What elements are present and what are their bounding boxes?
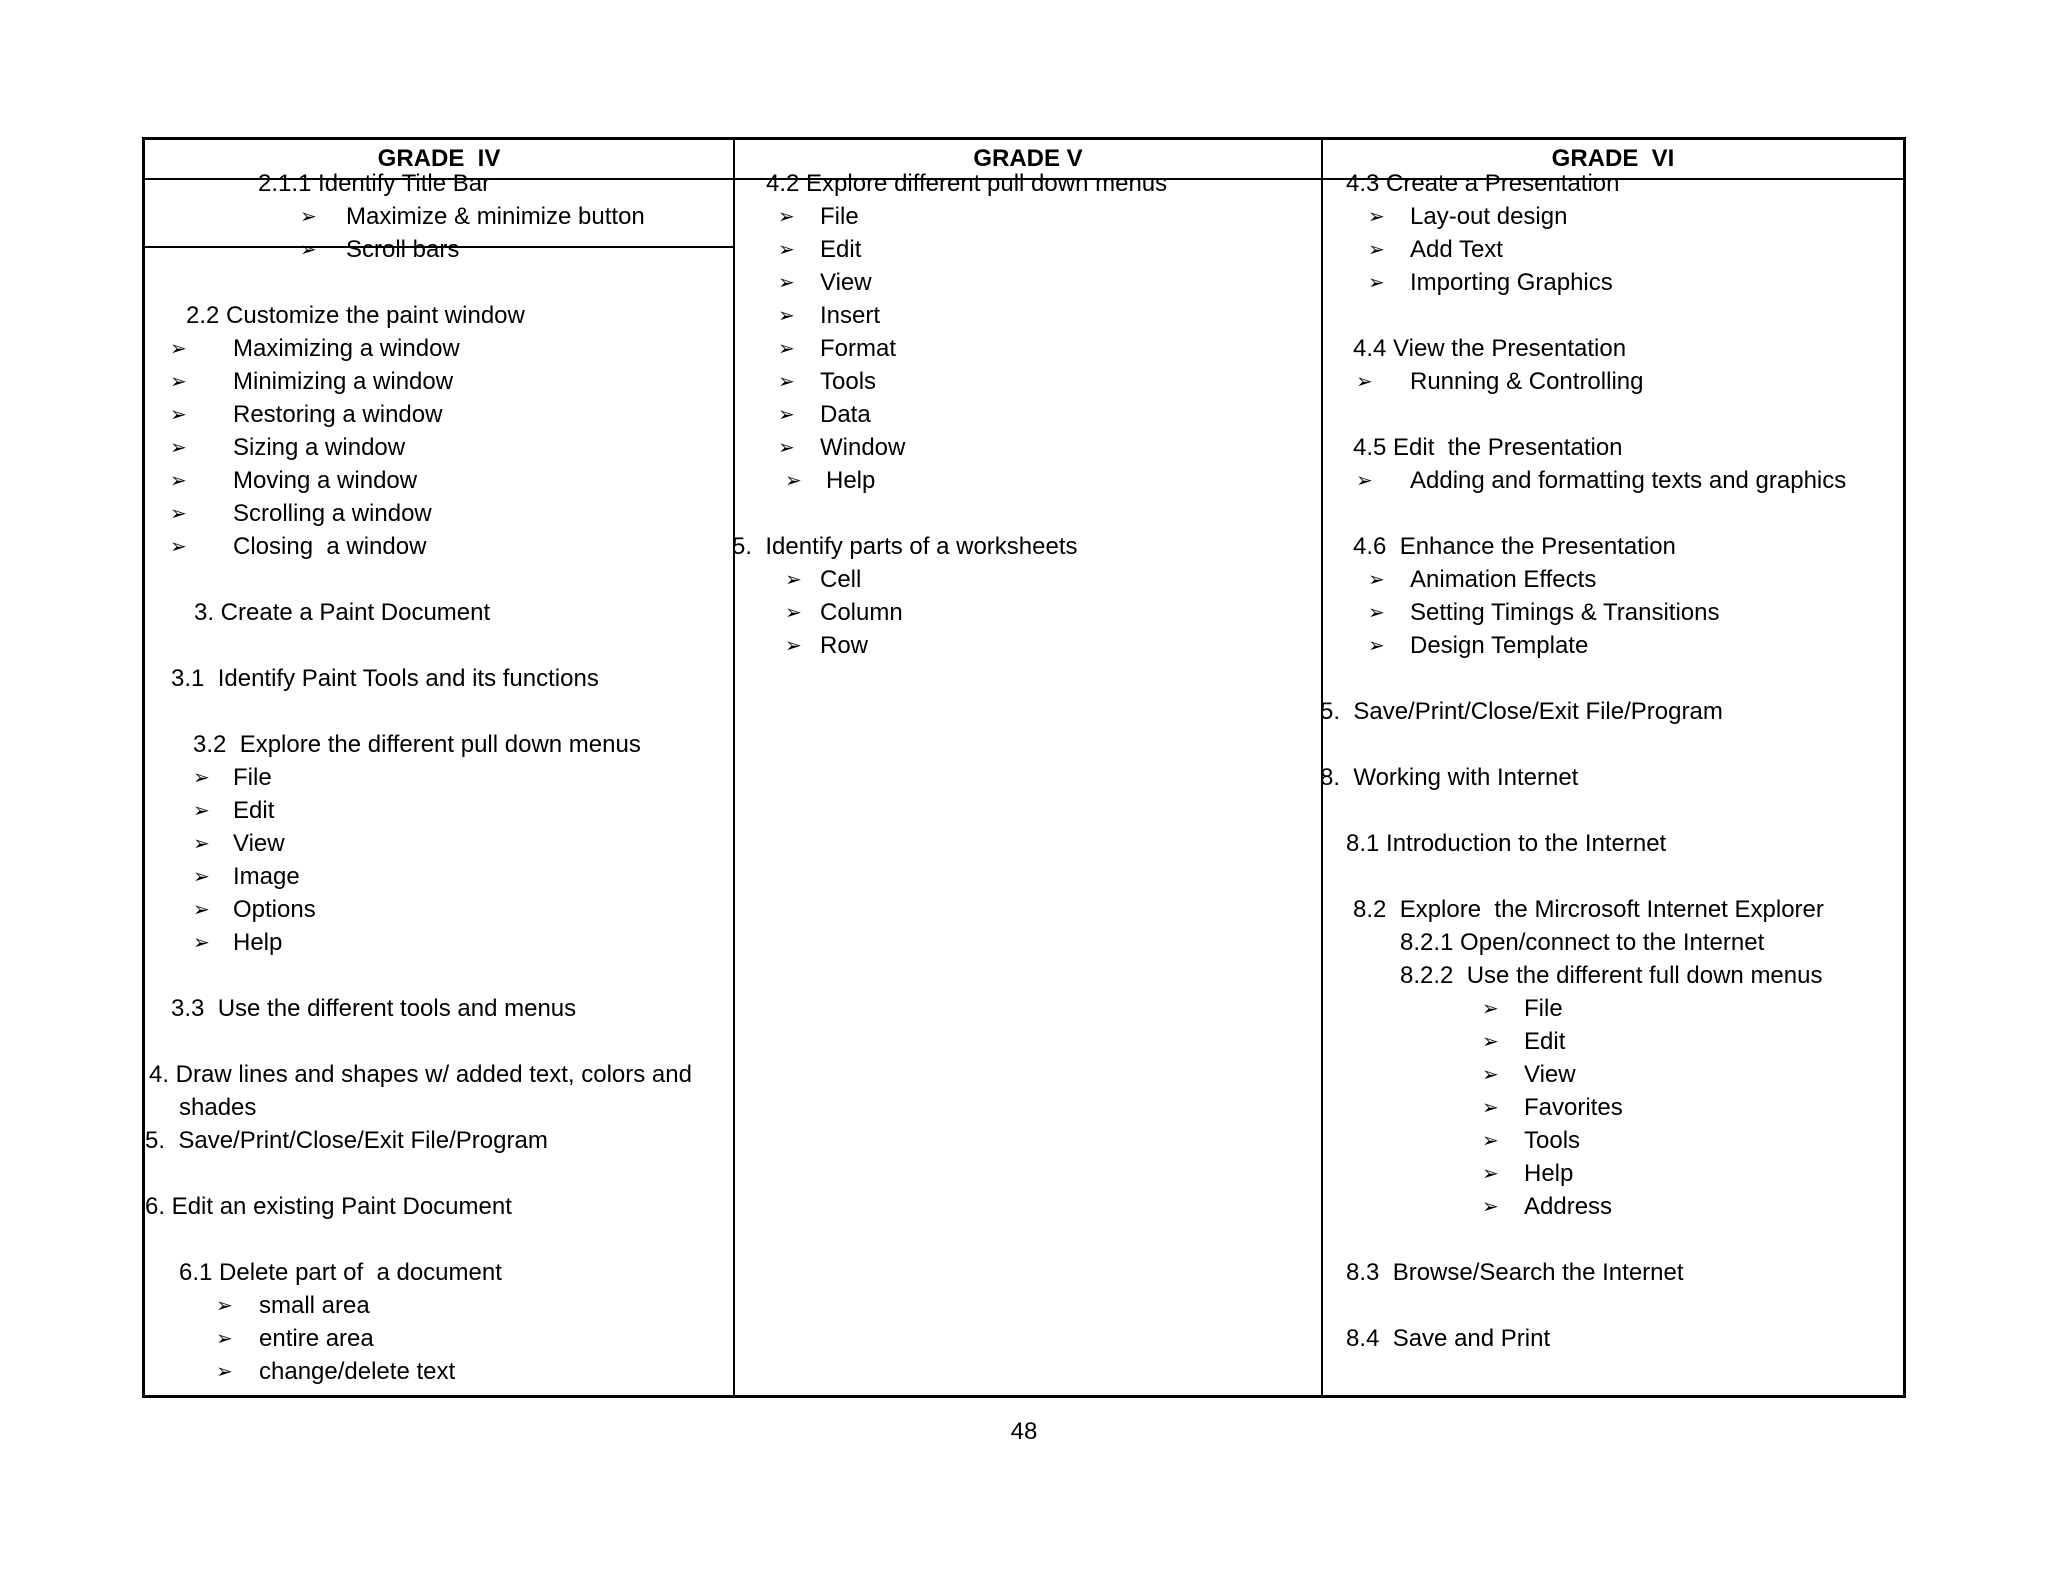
arrow-bullet-icon: ➢ bbox=[170, 404, 187, 426]
header-grade-v: GRADE V bbox=[973, 145, 1083, 172]
item-text: File bbox=[233, 764, 272, 791]
item-text: 5. Save/Print/Close/Exit File/Program bbox=[1320, 698, 1723, 725]
item-text: 8.2.2 Use the different full down menus bbox=[1400, 962, 1823, 989]
arrow-bullet-icon: ➢ bbox=[778, 272, 795, 294]
list-heading bbox=[145, 929, 1903, 957]
bullet-item bbox=[145, 401, 1903, 429]
arrow-bullet-icon: ➢ bbox=[778, 338, 795, 360]
item-text: Closing a window bbox=[233, 533, 427, 560]
item-text: 4.2 Explore different pull down menus bbox=[766, 170, 1168, 197]
list-heading bbox=[145, 962, 1903, 990]
item-text: 8.2 Explore the Mircrosoft Internet Explorer bbox=[1353, 896, 1824, 923]
item-text: Favorites bbox=[1524, 1094, 1623, 1121]
arrow-bullet-icon: ➢ bbox=[778, 239, 795, 261]
bullet-item bbox=[145, 1127, 1903, 1155]
item-text: Adding and formatting texts and graphics bbox=[1410, 467, 1847, 494]
item-text: Sizing a window bbox=[233, 434, 406, 461]
arrow-bullet-icon: ➢ bbox=[785, 569, 802, 591]
arrow-bullet-icon: ➢ bbox=[1482, 1163, 1499, 1185]
arrow-bullet-icon: ➢ bbox=[193, 899, 210, 921]
item-text: 4.6 Enhance the Presentation bbox=[1353, 533, 1676, 560]
item-text: Address bbox=[1524, 1193, 1613, 1220]
item-text: 4.4 View the Presentation bbox=[1353, 335, 1627, 362]
bullet-item bbox=[145, 632, 1903, 660]
arrow-bullet-icon: ➢ bbox=[1368, 602, 1385, 624]
item-text: Moving a window bbox=[233, 467, 418, 494]
item-text: 8.1 Introduction to the Internet bbox=[1346, 830, 1667, 857]
arrow-bullet-icon: ➢ bbox=[216, 1295, 233, 1317]
item-text: 8.4 Save and Print bbox=[1346, 1325, 1551, 1352]
arrow-bullet-icon: ➢ bbox=[170, 437, 187, 459]
arrow-bullet-icon: ➢ bbox=[778, 206, 795, 228]
item-text: Tools bbox=[1524, 1127, 1581, 1154]
bullet-item bbox=[145, 1028, 1903, 1056]
item-text: Add Text bbox=[1410, 236, 1503, 263]
item-text: Scrolling a window bbox=[233, 500, 432, 527]
item-text: File bbox=[820, 203, 859, 230]
list-heading bbox=[145, 1325, 1903, 1353]
item-text: entire area bbox=[259, 1325, 374, 1352]
arrow-bullet-icon: ➢ bbox=[785, 602, 802, 624]
bullet-item bbox=[145, 500, 1903, 528]
arrow-bullet-icon: ➢ bbox=[785, 470, 802, 492]
list-heading bbox=[145, 335, 1903, 363]
arrow-bullet-icon: ➢ bbox=[193, 800, 210, 822]
item-text: shades bbox=[179, 1094, 257, 1121]
arrow-bullet-icon: ➢ bbox=[193, 866, 210, 888]
item-text: Insert bbox=[820, 302, 881, 329]
arrow-bullet-icon: ➢ bbox=[1482, 1097, 1499, 1119]
arrow-bullet-icon: ➢ bbox=[778, 371, 795, 393]
item-text: 5. Save/Print/Close/Exit File/Program bbox=[145, 1127, 548, 1154]
item-text: Edit bbox=[1524, 1028, 1566, 1055]
item-text: Minimizing a window bbox=[233, 368, 454, 395]
item-text: Cell bbox=[820, 566, 862, 593]
bullet-item bbox=[145, 236, 1903, 264]
bullet-item bbox=[145, 863, 1903, 891]
item-text: 6.1 Delete part of a document bbox=[179, 1259, 502, 1286]
arrow-bullet-icon: ➢ bbox=[1368, 206, 1385, 228]
bullet-item bbox=[145, 203, 1903, 231]
arrow-bullet-icon: ➢ bbox=[778, 404, 795, 426]
item-text: 3.2 Explore the different pull down menus bbox=[193, 731, 641, 758]
bullet-item bbox=[145, 566, 1903, 594]
arrow-bullet-icon: ➢ bbox=[193, 932, 210, 954]
item-text: Window bbox=[820, 434, 906, 461]
arrow-bullet-icon: ➢ bbox=[1482, 1196, 1499, 1218]
item-text: Animation Effects bbox=[1410, 566, 1597, 593]
item-text: Maximize & minimize button bbox=[346, 203, 645, 230]
page-number: 48 bbox=[1010, 1418, 1038, 1445]
list-heading bbox=[145, 764, 1903, 792]
item-text: Running & Controlling bbox=[1410, 368, 1644, 395]
list-heading bbox=[145, 434, 1903, 462]
item-text: 8. Working with Internet bbox=[1320, 764, 1579, 791]
item-text: 8.2.1 Open/connect to the Internet bbox=[1400, 929, 1765, 956]
arrow-bullet-icon: ➢ bbox=[1482, 998, 1499, 1020]
item-text: 3.3 Use the different tools and menus bbox=[171, 995, 577, 1022]
bullet-item bbox=[145, 269, 1903, 297]
item-text: Design Template bbox=[1410, 632, 1589, 659]
bullet-item bbox=[145, 599, 1903, 627]
item-text: 5. Identify parts of a worksheets bbox=[732, 533, 1078, 560]
item-text: Help bbox=[1524, 1160, 1574, 1187]
arrow-bullet-icon: ➢ bbox=[216, 1328, 233, 1350]
arrow-bullet-icon: ➢ bbox=[1482, 1031, 1499, 1053]
bullet-item bbox=[145, 1160, 1903, 1188]
item-text: 2.1.1 Identify Title Bar bbox=[258, 170, 491, 197]
item-text: View bbox=[820, 269, 872, 296]
item-text: Scroll bars bbox=[346, 236, 460, 263]
arrow-bullet-icon: ➢ bbox=[193, 833, 210, 855]
list-heading bbox=[145, 533, 1903, 561]
item-text: View bbox=[233, 830, 285, 857]
arrow-bullet-icon: ➢ bbox=[170, 371, 187, 393]
arrow-bullet-icon: ➢ bbox=[1368, 569, 1385, 591]
arrow-bullet-icon: ➢ bbox=[193, 767, 210, 789]
bullet-item bbox=[145, 1358, 1903, 1386]
item-text: Help bbox=[826, 467, 876, 494]
list-heading bbox=[145, 170, 1903, 198]
arrow-bullet-icon: ➢ bbox=[170, 470, 187, 492]
list-heading bbox=[145, 896, 1903, 924]
header-grade-vi: GRADE VI bbox=[1551, 145, 1675, 172]
item-text: 3.1 Identify Paint Tools and its functions bbox=[171, 665, 599, 692]
item-text: 4. Draw lines and shapes w/ added text, colors and bbox=[149, 1061, 692, 1088]
list-heading bbox=[145, 665, 1903, 693]
item-text: Edit bbox=[233, 797, 275, 824]
item-text: 6. Edit an existing Paint Document bbox=[145, 1193, 512, 1220]
list-heading bbox=[145, 731, 1903, 759]
bullet-item bbox=[145, 797, 1903, 825]
item-text: Lay-out design bbox=[1410, 203, 1568, 230]
arrow-bullet-icon: ➢ bbox=[300, 206, 317, 228]
arrow-bullet-icon: ➢ bbox=[1482, 1064, 1499, 1086]
item-text: Maximizing a window bbox=[233, 335, 460, 362]
bullet-item bbox=[145, 1061, 1903, 1089]
bullet-item bbox=[145, 1094, 1903, 1122]
arrow-bullet-icon: ➢ bbox=[170, 536, 187, 558]
arrow-bullet-icon: ➢ bbox=[1482, 1130, 1499, 1152]
bullet-item bbox=[145, 467, 1903, 495]
item-text: Row bbox=[820, 632, 869, 659]
arrow-bullet-icon: ➢ bbox=[785, 635, 802, 657]
item-text: 3. Create a Paint Document bbox=[194, 599, 491, 626]
curriculum-table bbox=[142, 137, 1906, 1398]
arrow-bullet-icon: ➢ bbox=[1368, 635, 1385, 657]
arrow-bullet-icon: ➢ bbox=[1368, 272, 1385, 294]
item-text: Format bbox=[820, 335, 897, 362]
bullet-item bbox=[145, 302, 1903, 330]
item-text: change/delete text bbox=[259, 1358, 456, 1385]
item-text: 8.3 Browse/Search the Internet bbox=[1346, 1259, 1684, 1286]
header-grade-iv: GRADE IV bbox=[377, 145, 501, 172]
item-text: Data bbox=[820, 401, 871, 428]
bullet-item bbox=[145, 995, 1903, 1023]
item-text: Tools bbox=[820, 368, 877, 395]
item-text: Restoring a window bbox=[233, 401, 443, 428]
list-heading bbox=[145, 1259, 1903, 1287]
arrow-bullet-icon: ➢ bbox=[216, 1361, 233, 1383]
list-heading bbox=[145, 830, 1903, 858]
bullet-item bbox=[145, 368, 1903, 396]
item-text: 4.5 Edit the Presentation bbox=[1353, 434, 1623, 461]
item-text: small area bbox=[259, 1292, 370, 1319]
item-text: Options bbox=[233, 896, 316, 923]
item-text: File bbox=[1524, 995, 1563, 1022]
arrow-bullet-icon: ➢ bbox=[170, 503, 187, 525]
item-text: 4.3 Create a Presentation bbox=[1346, 170, 1620, 197]
item-text: Column bbox=[820, 599, 903, 626]
arrow-bullet-icon: ➢ bbox=[1356, 371, 1373, 393]
item-text: View bbox=[1524, 1061, 1576, 1088]
arrow-bullet-icon: ➢ bbox=[1368, 239, 1385, 261]
item-text: Edit bbox=[820, 236, 862, 263]
arrow-bullet-icon: ➢ bbox=[170, 338, 187, 360]
item-text: Image bbox=[233, 863, 300, 890]
item-text: Importing Graphics bbox=[1410, 269, 1613, 296]
arrow-bullet-icon: ➢ bbox=[778, 305, 795, 327]
arrow-bullet-icon: ➢ bbox=[1356, 470, 1373, 492]
bullet-item bbox=[145, 1292, 1903, 1320]
arrow-bullet-icon: ➢ bbox=[300, 239, 317, 261]
item-text: Help bbox=[233, 929, 283, 956]
item-text: 2.2 Customize the paint window bbox=[186, 302, 525, 329]
item-text: Setting Timings & Transitions bbox=[1410, 599, 1720, 626]
bullet-item bbox=[145, 1193, 1903, 1221]
arrow-bullet-icon: ➢ bbox=[778, 437, 795, 459]
list-heading bbox=[145, 698, 1903, 726]
